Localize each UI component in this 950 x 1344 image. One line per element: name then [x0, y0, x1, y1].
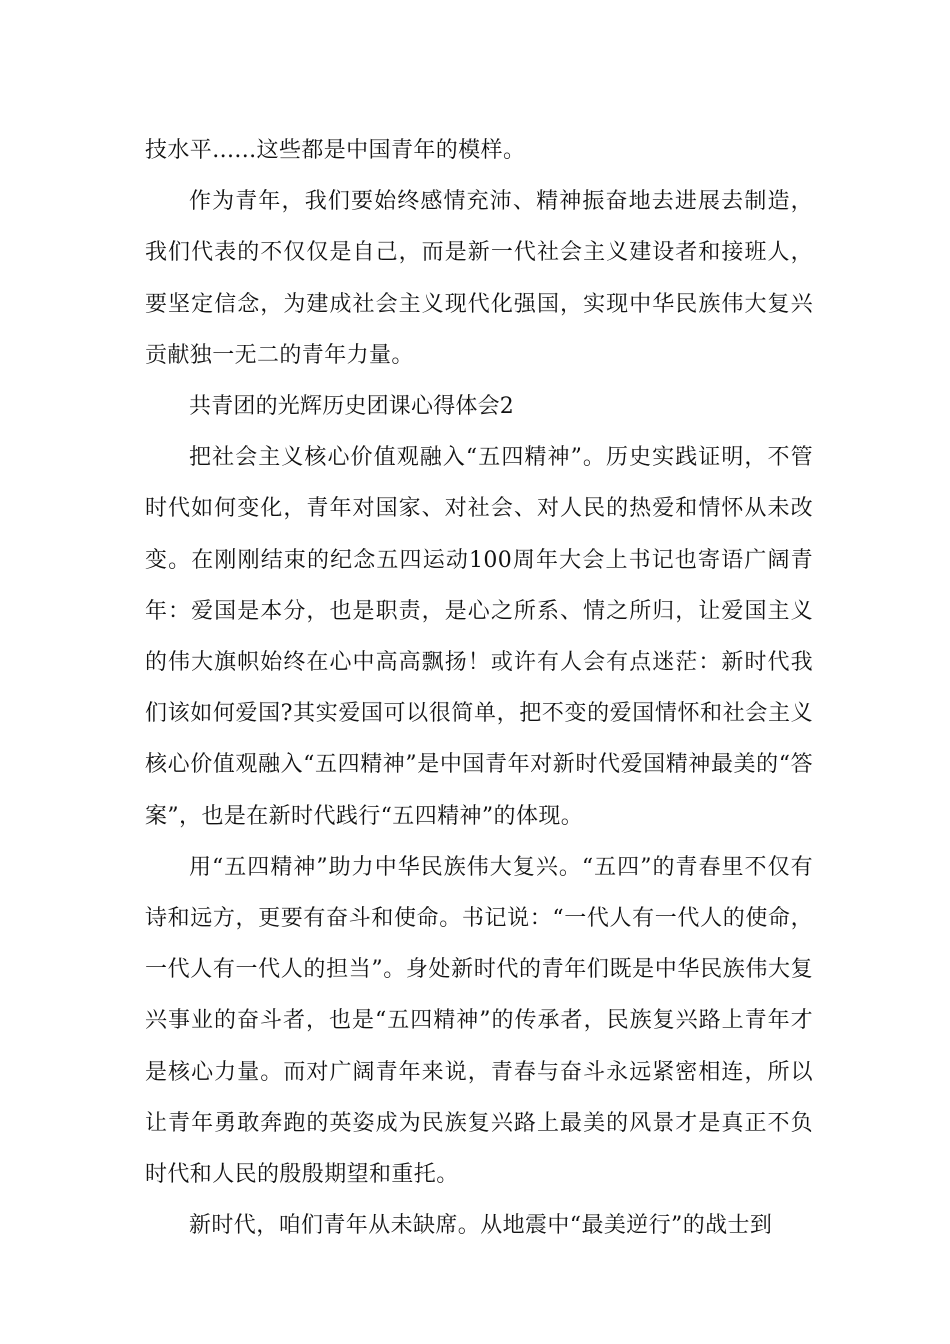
paragraph-may-fourth-spirit: 用“五四精神”助力中华民族伟大复兴。“五四”的青春里不仅有诗和远方，更要有奋斗和使命。书记说：“一代人有一代人的使命，一代人有一代人的担当”。身处新时代的青年们既是中华民族伟大复兴事业的奋斗者，也是“五四精神”的传承者，民族复兴路上青年才是核心力量。而对广阔青年来说，青春与奋斗永远紧密相连，所以让青年勇敢奔跑的英姿成为民族复兴路上最美的风景才是真正不负时代和人民的殷殷期望和重托。 — [145, 854, 813, 1188]
paragraph-core-values: 把社会主义核心价值观融入“五四精神”。历史实践证明，不管时代如何变化，青年对国家、对社会、对人民的热爱和情怀从未改变。在刚刚结束的纪念五四运动100周年大会上书记也寄语广阔青年：爱国是本分，也是职责，是心之所系、情之所归，让爱国主义的伟大旗帜始终在心中高高飘扬！或许有人会有点迷茫：新时代我们该如何爱国?其实爱国可以很简单，把不变的爱国情怀和社会主义核心价值观融入“五四精神”是中国青年对新时代爱国精神最美的“答案”，也是在新时代践行“五四精神”的体现。 — [145, 445, 813, 829]
paragraph-new-era: 新时代，咱们青年从未缺席。从地震中“最美逆行”的战士到 — [189, 1213, 773, 1239]
paragraph-continuation: 技水平......这些都是中国青年的模样。 — [145, 138, 526, 163]
document-page — [145, 125, 813, 1251]
section-heading: 共青团的光辉历史团课心得体会2 — [189, 394, 514, 420]
paragraph-youth-role: 作为青年，我们要始终感情充沛、精神振奋地去进展去制造，我们代表的不仅仅是自己，而是新一代社会主义建设者和接班人，要坚定信念，为建成社会主义现代化强国，实现中华民族伟大复兴贡献独一无二的青年力量。 — [145, 189, 813, 368]
